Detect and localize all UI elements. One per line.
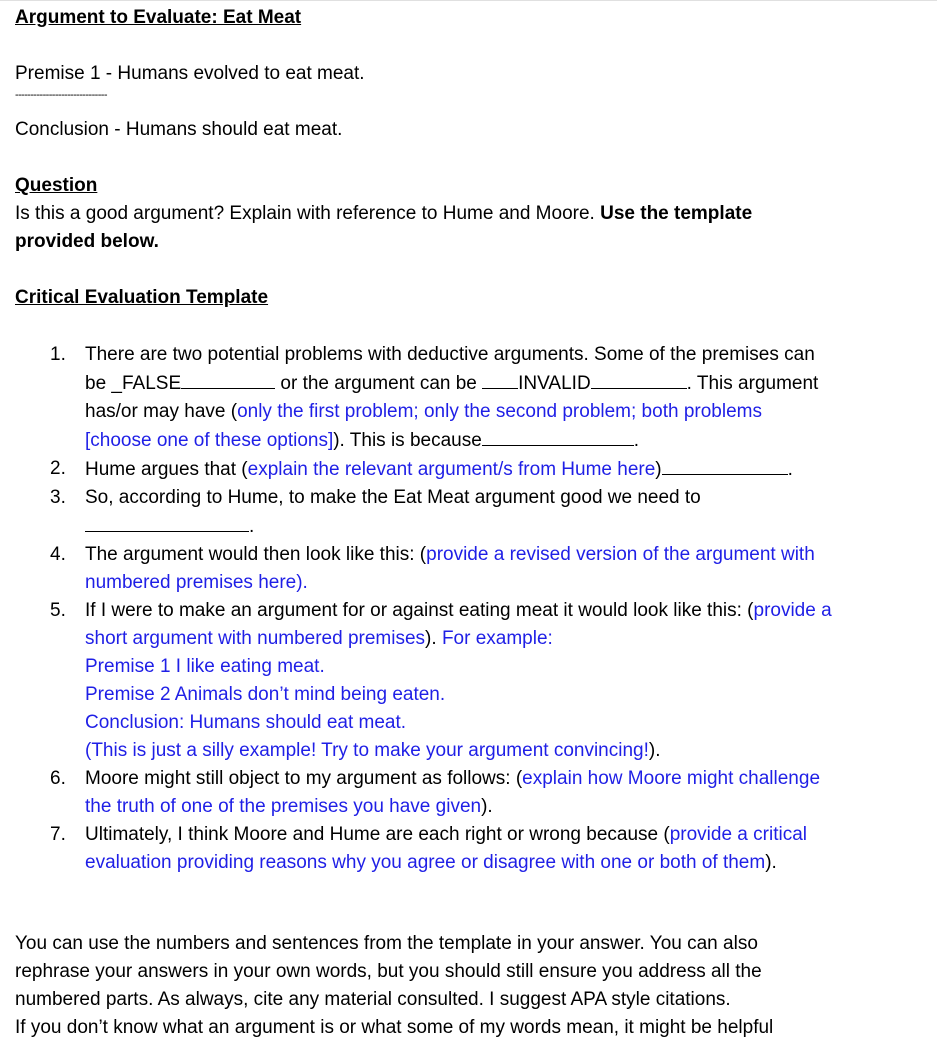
- text-fragment: or the argument can be: [280, 373, 477, 394]
- text-fragment: ). This is because: [333, 430, 482, 451]
- item-number: 7.: [50, 824, 66, 845]
- item-line: [85, 455, 922, 484]
- instruction-text: explain how Moore might challenge: [522, 768, 821, 789]
- item-line: [85, 793, 922, 821]
- answer-blank: [591, 369, 687, 389]
- text-fragment: Moore might still object to my argument as follows: (: [85, 768, 523, 789]
- list-item: [0, 455, 922, 484]
- text-fragment: ).: [765, 852, 777, 873]
- instruction-text: only the first problem; only the second problem; both problems: [237, 401, 762, 422]
- closing-line: If you don’t know what an argument is or what some of my words mean, it might be helpful: [15, 1017, 774, 1038]
- instruction-text: short argument with numbered premises: [85, 628, 426, 649]
- instruction-text: [choose one of these options]: [85, 430, 334, 451]
- list-item: [0, 341, 922, 455]
- instruction-text: (This is just a silly example! Try to make your argument convincing!: [85, 740, 649, 761]
- answer-blank: [482, 426, 634, 446]
- text-fragment: be _FALSE: [85, 373, 182, 394]
- item-line: There are two potential problems with deductive arguments. Some of the premises can: [85, 344, 815, 365]
- answer-blank: [482, 369, 518, 389]
- text-fragment: Ultimately, I think Moore and Hume are each right or wrong because (: [85, 824, 670, 845]
- closing-line: rephrase your answers in your own words, but you should still ensure you address all the: [15, 961, 762, 982]
- text-fragment: .: [249, 516, 255, 537]
- item-number: 1.: [50, 344, 66, 365]
- text-fragment: ).: [425, 628, 442, 649]
- instruction-text: explain the relevant argument/s from Hume here: [247, 459, 656, 480]
- text-fragment: The argument would then look like this: (: [85, 544, 427, 565]
- premise-1: Premise 1 - Humans evolved to eat meat.: [15, 63, 365, 84]
- document-title: Argument to Evaluate: Eat Meat: [15, 7, 302, 28]
- item-line: [85, 765, 922, 793]
- text-fragment: .: [787, 459, 793, 480]
- item-line: So, according to Hume, to make the Eat Meat argument good we need to: [85, 487, 701, 508]
- premise-separator: ------------------------------: [15, 89, 107, 101]
- list-item: [0, 597, 922, 765]
- item-line: numbered premises here).: [85, 572, 308, 593]
- text-fragment: ).: [481, 796, 493, 817]
- question-instruction: Use the template: [600, 203, 753, 224]
- question-sentence: Is this a good argument? Explain with reference to Hume and Moore.: [15, 203, 595, 224]
- instruction-text: provide a: [753, 600, 832, 621]
- item-line: [85, 821, 922, 849]
- closing-line: You can use the numbers and sentences from the template in your answer. You can also: [15, 933, 758, 954]
- question-text-cont: [15, 228, 159, 256]
- text-fragment: INVALID: [518, 373, 591, 394]
- question-instruction-cont: provided below.: [15, 231, 159, 252]
- text-fragment: If I were to make an argument for or against eating meat it would look like this: (: [85, 600, 754, 621]
- top-divider: [0, 0, 937, 1]
- text-fragment: has/or may have (: [85, 401, 238, 422]
- item-number: 3.: [50, 487, 66, 508]
- instruction-text: evaluation providing reasons why you agree or disagree with one or both of them: [85, 852, 766, 873]
- question-heading: Question: [15, 175, 98, 196]
- item-number: 6.: [50, 768, 66, 789]
- item-line: [85, 398, 922, 426]
- answer-blank: [181, 369, 275, 389]
- item-line: [85, 849, 922, 877]
- item-number: 2.: [50, 458, 66, 479]
- answer-blank: [662, 455, 788, 475]
- instruction-text: provide a critical: [669, 824, 807, 845]
- example-premise-2: Premise 2 Animals don’t mind being eaten.: [85, 684, 446, 705]
- text-fragment: Hume argues that (: [85, 459, 248, 480]
- instruction-text: provide a revised version of the argument with: [426, 544, 815, 565]
- item-number: 4.: [50, 544, 66, 565]
- question-text: [15, 200, 752, 228]
- closing-line: numbered parts. As always, cite any material consulted. I suggest APA style citations.: [15, 989, 731, 1010]
- template-heading: Critical Evaluation Template: [15, 287, 269, 308]
- text-fragment: .: [633, 430, 640, 451]
- list-item: [0, 821, 922, 877]
- item-line: [85, 512, 922, 541]
- example-premise-1: Premise 1 I like eating meat.: [85, 656, 325, 677]
- item-line: [85, 737, 922, 765]
- list-item: [0, 484, 922, 541]
- item-line: [85, 426, 922, 455]
- text-fragment: ): [655, 459, 662, 480]
- list-item: [0, 541, 922, 597]
- closing-paragraph: [15, 930, 915, 1042]
- list-item: [0, 765, 922, 821]
- instruction-text: For example:: [441, 628, 553, 649]
- item-line: [85, 597, 922, 625]
- item-line: [85, 625, 922, 653]
- conclusion: Conclusion - Humans should eat meat.: [15, 119, 343, 140]
- item-line: [85, 369, 922, 398]
- text-fragment: ).: [648, 740, 661, 761]
- instruction-text: the truth of one of the premises you have given: [85, 796, 482, 817]
- answer-blank: [85, 512, 249, 532]
- evaluation-template-list: [0, 341, 922, 877]
- text-fragment: . This argument: [686, 373, 819, 394]
- item-line: [85, 541, 922, 569]
- example-conclusion: Conclusion: Humans should eat meat.: [85, 712, 407, 733]
- item-number: 5.: [50, 600, 66, 621]
